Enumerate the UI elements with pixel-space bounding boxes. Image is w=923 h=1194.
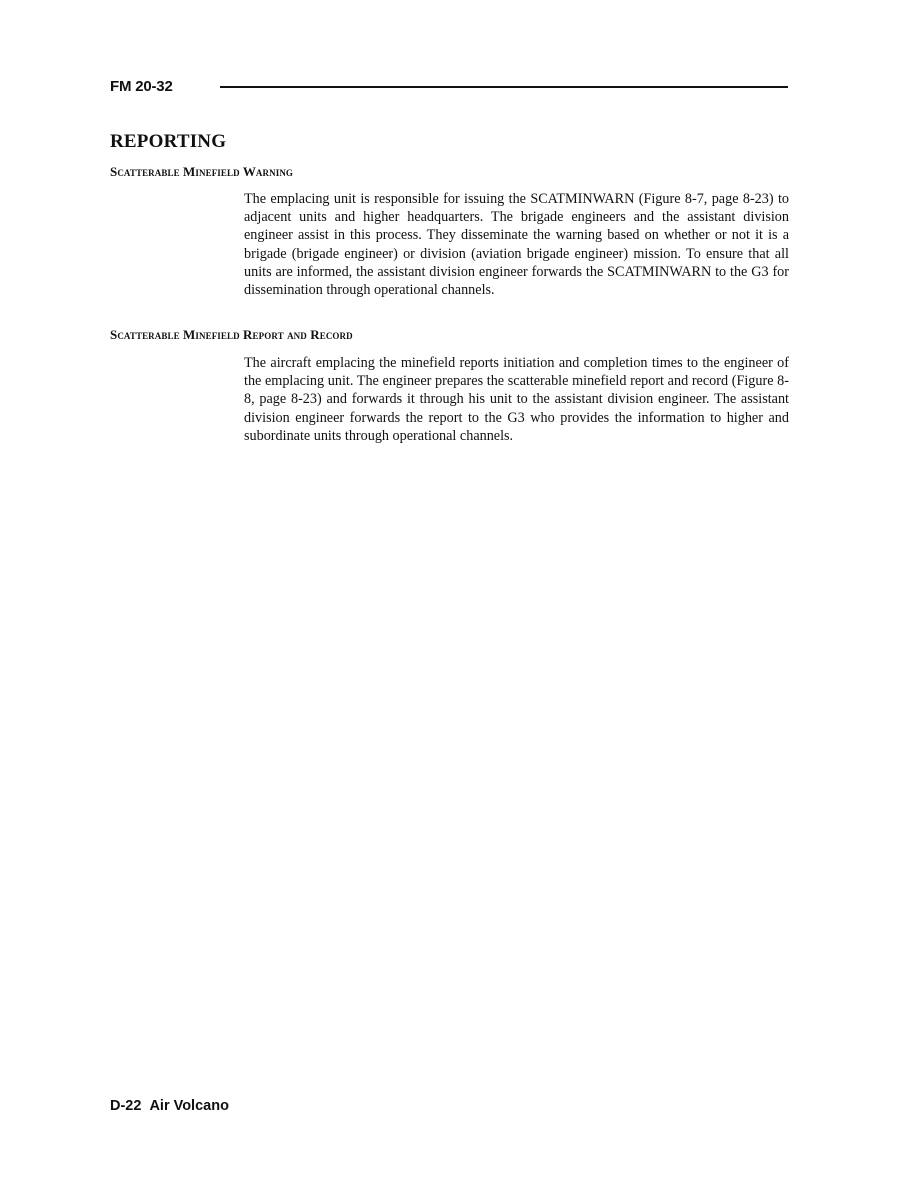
section-title: REPORTING bbox=[110, 131, 227, 152]
page-footer bbox=[110, 1097, 229, 1115]
subsection-heading-report-record: Scatterable Minefield Report and Record bbox=[110, 327, 353, 342]
running-header bbox=[110, 78, 790, 98]
chapter-title: Air Volcano bbox=[149, 1098, 229, 1114]
header-rule bbox=[220, 86, 788, 88]
paragraph-report-record: The aircraft emplacing the minefield reports initiation and completion times to the engineer of the emplacing unit. The engineer prepares the scatterable minefield report and record (Figure 8-8, page 8-23) and forwards it through his unit to the assistant division engineer. The assistant division engineer forwards the report to the G3 who provides the information to higher and subordinate units through operational channels. bbox=[244, 355, 789, 444]
document-id: FM 20-32 bbox=[110, 78, 173, 95]
page-number: D-22 bbox=[110, 1098, 142, 1114]
paragraph-warning: The emplacing unit is responsible for issuing the SCATMINWARN (Figure 8-7, page 8-23) to adjacent units and higher headquarters. The brigade engineers and the assistant division engineer assist in this process. They disseminate the warning based on whether or not it is a brigade (brigade engineer) or division (aviation brigade engineer) mission. To ensure that all units are informed, the assistant division engineer forwards the SCATMINWARN to the G3 for dissemination through operational channels. bbox=[244, 191, 789, 299]
subsection-heading-warning: Scatterable Minefield Warning bbox=[110, 164, 294, 179]
